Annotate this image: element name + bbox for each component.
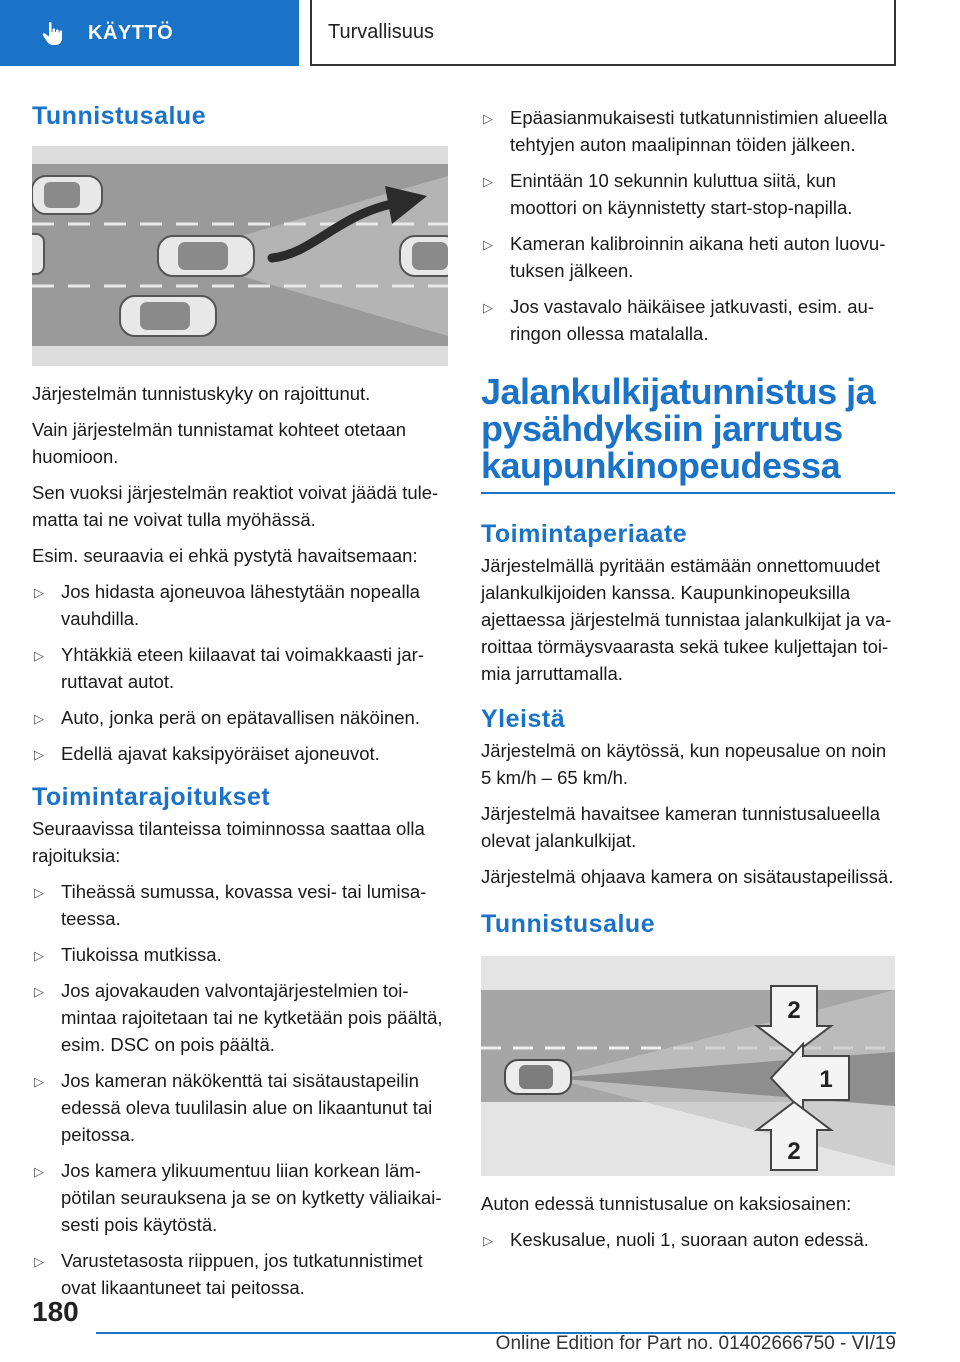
triangle-right-icon: ▷: [34, 984, 44, 999]
section-title: Turvallisuus: [310, 0, 896, 66]
list-item: ▷ Tiukoissa mutkissa.: [32, 941, 448, 968]
triangle-right-icon: ▷: [34, 885, 44, 900]
page-number: 180: [32, 1296, 79, 1327]
triangle-right-icon: ▷: [34, 1074, 44, 1089]
bullet-list: [481, 104, 895, 347]
bullet-list: [32, 878, 448, 1301]
chapter-heading: Jalankulkijatunnistus ja pysähdyksiin jarrutus kaupunkinopeudessa: [481, 373, 895, 494]
car-front-right: [400, 236, 448, 276]
triangle-right-icon: ▷: [34, 648, 44, 663]
car-bottom: [120, 296, 216, 336]
paragraph: Auton edessä tunnistusalue on kaksiosainen:: [481, 1193, 852, 1214]
list-item: ▷ Enintään 10 sekunnin kuluttua siitä, kun moottori on käynnistetty start-stop-napilla.: [483, 170, 853, 218]
triangle-right-icon: ▷: [483, 1233, 493, 1248]
heading-toimintarajoitukset: Toimintarajoitukset: [32, 783, 271, 811]
paragraph: Järjestelmä havaitsee kameran tunnistusalueella olevat jalankulkijat.: [481, 803, 880, 851]
triangle-right-icon: ▷: [34, 948, 44, 963]
list-item: ▷ Auto, jonka perä on epätavallisen näköinen.: [32, 704, 448, 731]
list-item: ▷ Jos hidasta ajoneuvoa lähestytään nopealla vauhdilla.: [34, 581, 420, 629]
triangle-right-icon: ▷: [34, 747, 44, 762]
traffic-illustration: [32, 146, 448, 366]
triangle-right-icon: ▷: [34, 1164, 44, 1179]
paragraph: Sen vuoksi järjestelmän reaktiot voivat jäädä tulematta tai ne voivat tulla myöhässä.: [32, 482, 439, 530]
triangle-right-icon: ▷: [34, 711, 44, 726]
list-item: ▷ Jos vastavalo häikäisee jatkuvasti, esim. auringon ollessa matalalla.: [483, 296, 875, 344]
triangle-right-icon: ▷: [34, 585, 44, 600]
zone-label: 2: [787, 997, 801, 1024]
car-middle-left: [32, 234, 44, 274]
list-item: ▷ Varustetasosta riippuen, jos tutkatunnistimet ovat likaantuneet tai peitossa.: [34, 1250, 423, 1298]
zone-label: 1: [819, 1066, 833, 1093]
paragraph: Järjestelmällä pyritään estämään onnettomuudet jalankulkijoiden kanssa. Kaupunkinopeuksilla ajettaessa järjestelmä tunnistaa jalankulkijat ja varoittaa törmäysvaarasta sekä tukee kuljettajan toimia jarruttamalla.: [481, 555, 892, 684]
triangle-right-icon: ▷: [483, 300, 493, 315]
detection-area-figure: [32, 146, 448, 366]
zone-label: 2: [787, 1138, 801, 1165]
pedestrian-detection-figure: [481, 956, 895, 1176]
paragraph: Järjestelmä on käytössä, kun nopeusalue on noin 5 km/h – 65 km/h.: [481, 740, 887, 788]
list-item: ▷ Keskusalue, nuoli 1, suoraan auton edessä.: [481, 1226, 895, 1253]
triangle-right-icon: ▷: [34, 1254, 44, 1269]
paragraph: Järjestelmä ohjaava kamera on sisätaustapeilissä.: [481, 866, 894, 887]
list-item: ▷ Jos kameran näkökenttä tai sisätaustapeilin edessä oleva tuulilasin alue on likaantunut tai peitossa.: [34, 1070, 433, 1145]
triangle-right-icon: ▷: [483, 174, 493, 189]
paragraph: Esim. seuraavia ei ehkä pystytä havaitsemaan:: [32, 545, 418, 566]
car-top-left: [32, 176, 102, 214]
right-column: [481, 104, 895, 1262]
car-own: [158, 236, 254, 276]
chapter-tab[interactable]: [0, 0, 299, 66]
list-item: ▷ Edellä ajavat kaksipyöräiset ajoneuvot.: [32, 740, 448, 767]
bullet-list: [32, 578, 448, 767]
paragraph: Seuraavissa tilanteissa toiminnossa saattaa olla rajoituksia:: [32, 818, 425, 866]
heading-tunnistusalue: Tunnistusalue: [32, 102, 207, 130]
triangle-right-icon: ▷: [483, 111, 493, 126]
triangle-right-icon: ▷: [483, 237, 493, 252]
car: [505, 1060, 571, 1094]
left-column: [32, 98, 448, 1310]
chapter-tab-label: KÄYTTÖ: [88, 21, 174, 44]
paragraph: Vain järjestelmän tunnistamat kohteet otetaan huomioon.: [32, 419, 406, 467]
pedestrian-detection-illustration: [481, 956, 895, 1176]
list-item: ▷ Kameran kalibroinnin aikana heti auton luovutuksen jälkeen.: [483, 233, 886, 281]
list-item: ▷ Jos ajovakauden valvontajärjestelmien toimintaa rajoitetaan tai ne kytketään pois päältä, esim. DSC on pois päältä.: [34, 980, 443, 1055]
heading-yleista: Yleistä: [481, 705, 566, 733]
heading-tunnistusalue-2: Tunnistusalue: [481, 910, 656, 938]
paragraph: Järjestelmän tunnistuskyky on rajoittunut.: [32, 383, 371, 404]
edition-note: Online Edition for Part no. 01402666750 - VI/19: [495, 1333, 896, 1354]
list-item: ▷ Tiheässä sumussa, kovassa vesi- tai lumisateessa.: [34, 881, 427, 929]
list-item: ▷ Epäasianmukaisesti tutkatunnistimien alueella tehtyjen auton maalipinnan töiden jälkeen.: [483, 107, 888, 155]
list-item: ▷ Yhtäkkiä eteen kiilaavat tai voimakkaasti jarruttavat autot.: [34, 644, 424, 692]
heading-toimintaperiaate: Toimintaperiaate: [481, 520, 688, 548]
list-item: ▷ Jos kamera ylikuumentuu liian korkean lämpötilan seurauksena ja se on kytketty väliaikaisesti pois käytöstä.: [34, 1160, 442, 1235]
bullet-list: [481, 1226, 895, 1253]
hand-pointer-icon: [40, 20, 66, 46]
